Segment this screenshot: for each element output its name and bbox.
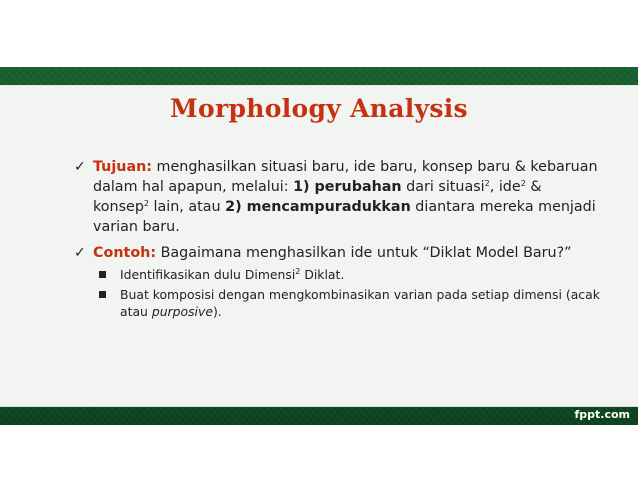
tujuan-text-3: , ide [489, 179, 521, 195]
bullet-contoh [0, 243, 600, 320]
checkmark-icon: ✓ [74, 159, 86, 175]
content-panel [0, 85, 638, 407]
square-bullet-icon [99, 291, 106, 298]
sub-bullet-1-text: Identifikasikan dulu Dimensi [120, 267, 296, 282]
slide-content [0, 157, 600, 326]
superscript-2: 2 [484, 179, 490, 188]
bullet-tujuan [0, 157, 600, 237]
sub-bullet-1-end: Diklat. [300, 267, 345, 282]
square-bullet-icon [99, 271, 106, 278]
superscript-2: 2 [295, 267, 301, 276]
tujuan-point-1: 1) perubahan [293, 179, 402, 195]
contoh-text: Bagaimana menghasilkan ide untuk “Diklat Model Baru?” [156, 245, 572, 261]
tujuan-text-1: menghasilkan situasi baru, ide baru, konsep baru & kebaruan dalam hal apapun, melalui: [93, 159, 598, 195]
sub-bullet-2 [0, 286, 600, 320]
slide-title: Morphology Analysis [170, 94, 468, 123]
tujuan-text-4: & konsep [93, 179, 542, 215]
tujuan-text-6: diantara mereka menjadi varian baru. [93, 199, 596, 235]
sub-bullet-1 [0, 266, 600, 283]
superscript-2: 2 [143, 199, 149, 208]
superscript-2: 2 [520, 179, 526, 188]
sub-bullet-2-end: ). [212, 304, 222, 319]
checkmark-icon: ✓ [74, 245, 86, 261]
brand-watermark: fppt.com [574, 408, 630, 421]
tujuan-text-2: dari situasi [401, 179, 485, 195]
tujuan-point-2: 2) mencampuradukkan [225, 199, 411, 215]
tujuan-label: Tujuan: [93, 159, 152, 175]
sub-bullet-2-text: Buat komposisi dengan mengkombinasikan varian pada setiap dimensi (acak atau [120, 287, 600, 319]
slide [0, 67, 638, 425]
sub-bullet-2-italic: purposive [151, 304, 213, 319]
contoh-label: Contoh: [93, 245, 157, 261]
tujuan-text-5: lain, atau [149, 199, 226, 215]
